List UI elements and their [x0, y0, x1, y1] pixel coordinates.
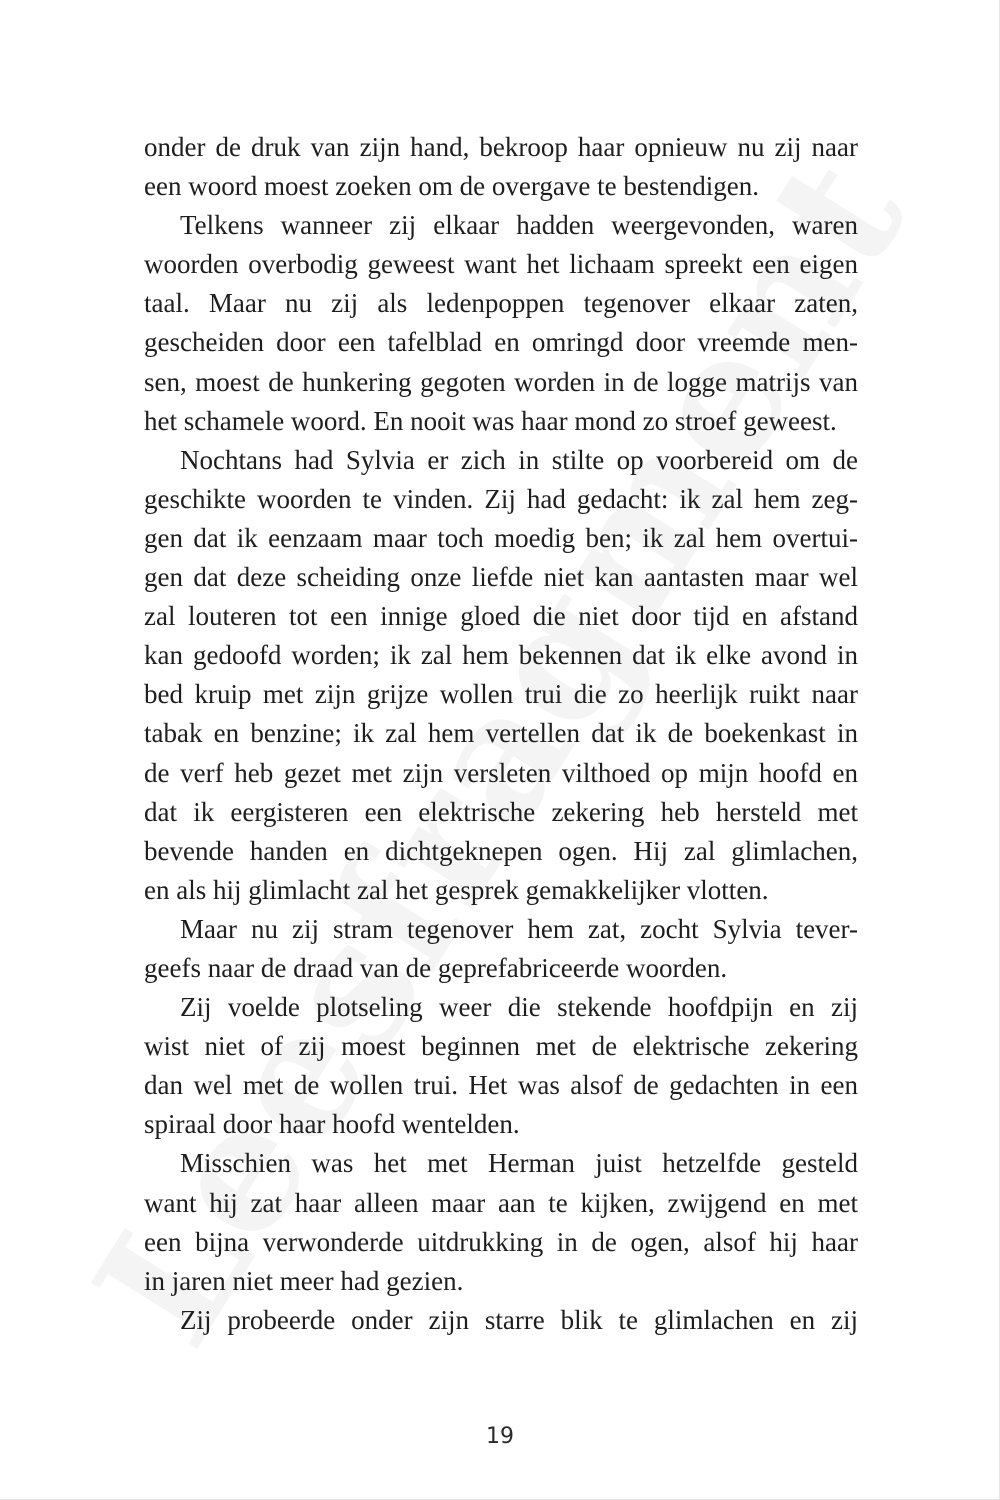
text-line: kan gedoofd worden; ik zal hem bekennen dat ik elke avond in [144, 640, 858, 671]
text-line: gen dat ik eenzaam maar toch moedig ben; ik zal hem overtui- [144, 522, 858, 553]
text-line: bevende handen en dichtgeknepen ogen. Hij zal glimlachen, [144, 835, 858, 866]
text-line: spiraal door haar hoofd wentelden. [144, 1109, 520, 1140]
text-line: gen dat deze scheiding onze liefde niet kan aantasten maar wel [144, 562, 858, 593]
text-line: Telkens wanneer zij elkaar hadden weergevonden, waren [180, 210, 858, 241]
text-line: wist niet of zij moest beginnen met de elektrische zekering [144, 1031, 858, 1062]
text-line: taal. Maar nu zij als ledenpoppen tegenover elkaar zaten, [144, 288, 858, 319]
page-number: 19 [486, 1424, 514, 1449]
body-text [144, 128, 858, 1340]
text-line: Misschien was het met Herman juist hetzelfde gesteld [180, 1148, 858, 1179]
text-line: in jaren niet meer had gezien. [144, 1265, 464, 1296]
text-line: dan wel met de wollen trui. Het was alsof de gedachten in een [144, 1070, 858, 1101]
text-line: Maar nu zij stram tegenover hem zat, zocht Sylvia tever- [180, 913, 858, 944]
text-line: en als hij glimlacht zal het gesprek gemakkelijker vlotten. [144, 874, 769, 905]
text-line: dat ik eergisteren een elektrische zekering heb hersteld met [144, 796, 858, 827]
text-line: geschikte woorden te vinden. Zij had gedacht: ik zal hem zeg- [144, 483, 858, 514]
text-line: gescheiden door een tafelblad en omringd door vreemde men- [144, 327, 858, 358]
text-line: Zij voelde plotseling weer die stekende hoofdpijn en zij [180, 992, 858, 1023]
text-line: geefs naar de draad van de geprefabriceerde woorden. [144, 952, 728, 983]
text-line: de verf heb gezet met zijn versleten vilthoed op mijn hoofd en [144, 757, 858, 788]
text-line: Zij probeerde onder zijn starre blik te glimlachen en zij [180, 1304, 858, 1335]
text-line: sen, moest de hunkering gegoten worden in de logge matrijs van [144, 366, 858, 397]
text-line: zal louteren tot een innige gloed die niet door tijd en afstand [144, 601, 858, 632]
text-line: bed kruip met zijn grijze wollen trui die zo heerlijk ruikt naar [144, 679, 858, 710]
text-line: woorden overbodig geweest want het lichaam spreekt een eigen [144, 249, 858, 280]
text-line: tabak en benzine; ik zal hem vertellen dat ik de boekenkast in [144, 718, 858, 749]
text-line: Nochtans had Sylvia er zich in stilte op voorbereid om de [180, 444, 858, 475]
text-line: een woord moest zoeken om de overgave te bestendigen. [144, 171, 760, 202]
text-line: onder de druk van zijn hand, bekroop haar opnieuw nu zij naar [144, 132, 858, 162]
text-line: een bijna verwonderde uitdrukking in de ogen, alsof hij haar [144, 1226, 858, 1257]
text-line: want hij zat haar alleen maar aan te kijken, zwijgend en met [144, 1187, 858, 1218]
text-line: het schamele woord. En nooit was haar mond zo stroef geweest. [144, 405, 837, 436]
